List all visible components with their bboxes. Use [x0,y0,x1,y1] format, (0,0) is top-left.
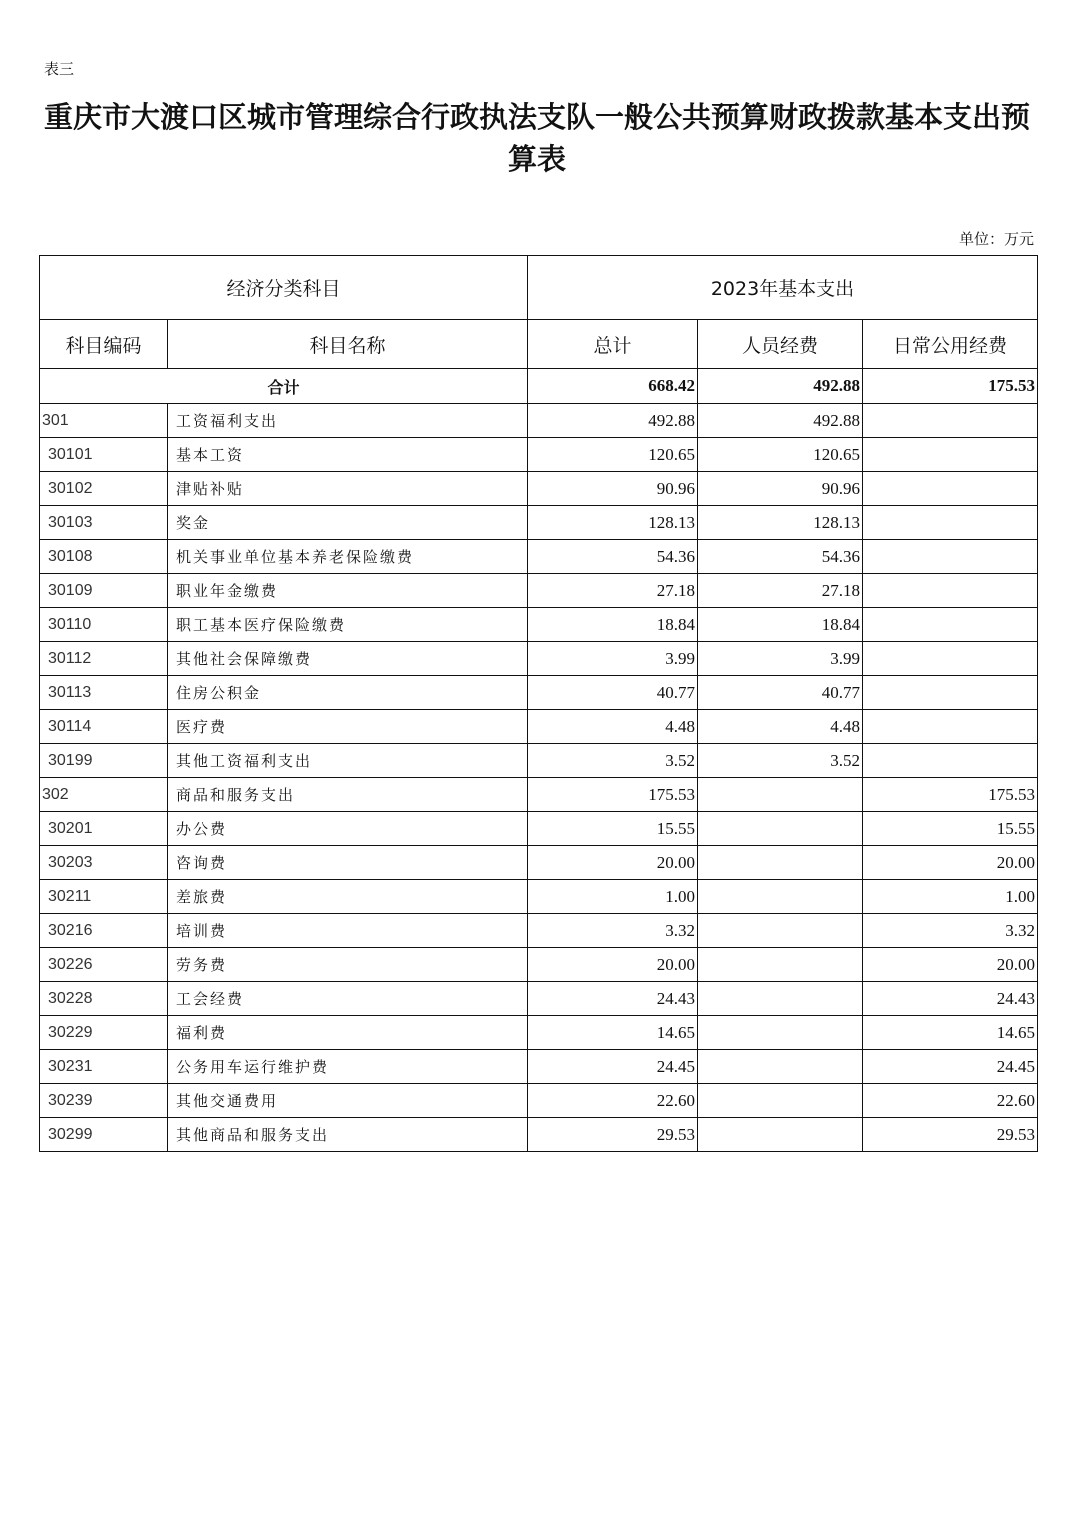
row-name: 津贴补贴 [168,472,528,506]
row-name: 福利费 [168,1016,528,1050]
row-personnel [698,1084,863,1118]
row-name: 基本工资 [168,438,528,472]
row-public [863,472,1038,506]
row-public: 15.55 [863,812,1038,846]
row-personnel: 90.96 [698,472,863,506]
row-name: 工会经费 [168,982,528,1016]
header-personnel: 人员经费 [698,320,863,369]
header-total: 总计 [528,320,698,369]
row-personnel [698,846,863,880]
table-row [40,880,1038,914]
page-title: 重庆市大渡口区城市管理综合行政执法支队一般公共预算财政拨款基本支出预算表 [43,100,1030,176]
row-code: 30113 [40,676,168,710]
row-total: 3.52 [528,744,698,778]
row-code: 30239 [40,1084,168,1118]
row-name: 工资福利支出 [168,404,528,438]
row-name: 其他工资福利支出 [168,744,528,778]
row-name: 办公费 [168,812,528,846]
row-code: 30231 [40,1050,168,1084]
row-code: 30110 [40,608,168,642]
row-total: 175.53 [528,778,698,812]
row-public [863,676,1038,710]
row-name: 差旅费 [168,880,528,914]
row-total: 90.96 [528,472,698,506]
row-personnel: 3.52 [698,744,863,778]
row-name: 奖金 [168,506,528,540]
header-row-group [40,256,1038,320]
table-number-label: 表三 [44,60,75,78]
row-code: 30216 [40,914,168,948]
row-name: 咨询费 [168,846,528,880]
row-personnel: 27.18 [698,574,863,608]
row-total: 29.53 [528,1118,698,1152]
row-public [863,438,1038,472]
row-personnel: 3.99 [698,642,863,676]
row-personnel: 54.36 [698,540,863,574]
row-public: 29.53 [863,1118,1038,1152]
row-code: 30114 [40,710,168,744]
row-code: 30101 [40,438,168,472]
row-personnel: 492.88 [698,404,863,438]
row-code: 30211 [40,880,168,914]
row-code: 30299 [40,1118,168,1152]
row-personnel [698,1050,863,1084]
table-row [40,778,1038,812]
row-public [863,642,1038,676]
row-personnel: 120.65 [698,438,863,472]
row-public [863,710,1038,744]
row-total: 492.88 [528,404,698,438]
row-code: 30226 [40,948,168,982]
header-row-columns [40,320,1038,369]
row-name: 培训费 [168,914,528,948]
header-name: 科目名称 [168,320,528,369]
row-name: 职工基本医疗保险缴费 [168,608,528,642]
row-personnel [698,812,863,846]
row-public: 1.00 [863,880,1038,914]
row-public [863,506,1038,540]
row-personnel [698,778,863,812]
row-personnel: 128.13 [698,506,863,540]
row-code: 30108 [40,540,168,574]
row-total: 40.77 [528,676,698,710]
row-name: 其他社会保障缴费 [168,642,528,676]
row-code: 30102 [40,472,168,506]
table-row [40,1050,1038,1084]
row-name: 住房公积金 [168,676,528,710]
row-public [863,540,1038,574]
row-code: 30229 [40,1016,168,1050]
row-code: 30109 [40,574,168,608]
row-public: 20.00 [863,948,1038,982]
row-code: 302 [40,778,168,812]
row-personnel [698,880,863,914]
row-public: 3.32 [863,914,1038,948]
row-total: 3.99 [528,642,698,676]
row-code: 30199 [40,744,168,778]
row-name: 职业年金缴费 [168,574,528,608]
row-personnel [698,914,863,948]
row-personnel [698,1016,863,1050]
table-row [40,1016,1038,1050]
row-public: 175.53 [863,778,1038,812]
header-code: 科目编码 [40,320,168,369]
row-public: 24.43 [863,982,1038,1016]
row-name: 其他商品和服务支出 [168,1118,528,1152]
row-public [863,608,1038,642]
row-total: 128.13 [528,506,698,540]
total-total: 668.42 [528,369,698,404]
row-total: 1.00 [528,880,698,914]
row-name: 其他交通费用 [168,1084,528,1118]
unit-label: 单位：万元 [958,230,1034,248]
row-total: 14.65 [528,1016,698,1050]
table-row [40,812,1038,846]
row-personnel [698,1118,863,1152]
table-row [40,642,1038,676]
header-basic-expenditure: 2023年基本支出 [528,256,1038,320]
row-public: 22.60 [863,1084,1038,1118]
row-public [863,744,1038,778]
table-row [40,506,1038,540]
table-row [40,676,1038,710]
table-row [40,574,1038,608]
row-public: 20.00 [863,846,1038,880]
table-row [40,744,1038,778]
budget-table [39,255,1038,1152]
table-row [40,1118,1038,1152]
row-total: 24.45 [528,1050,698,1084]
row-public [863,574,1038,608]
row-public: 24.45 [863,1050,1038,1084]
row-code: 30112 [40,642,168,676]
table-row [40,846,1038,880]
row-code: 30228 [40,982,168,1016]
total-label: 合计 [40,369,528,404]
table-row [40,914,1038,948]
row-personnel [698,948,863,982]
row-code: 301 [40,404,168,438]
row-total: 3.32 [528,914,698,948]
row-personnel: 18.84 [698,608,863,642]
row-total: 15.55 [528,812,698,846]
row-total: 54.36 [528,540,698,574]
total-row [40,369,1038,404]
row-personnel: 4.48 [698,710,863,744]
row-personnel: 40.77 [698,676,863,710]
table-row [40,472,1038,506]
table-row [40,608,1038,642]
row-name: 商品和服务支出 [168,778,528,812]
header-economic-classification: 经济分类科目 [40,256,528,320]
row-code: 30201 [40,812,168,846]
row-name: 医疗费 [168,710,528,744]
row-total: 22.60 [528,1084,698,1118]
table-row [40,710,1038,744]
table-row [40,1084,1038,1118]
table-row [40,404,1038,438]
row-public [863,404,1038,438]
row-personnel [698,982,863,1016]
table-row [40,982,1038,1016]
row-total: 120.65 [528,438,698,472]
row-total: 27.18 [528,574,698,608]
row-total: 20.00 [528,846,698,880]
row-name: 劳务费 [168,948,528,982]
row-name: 机关事业单位基本养老保险缴费 [168,540,528,574]
row-total: 4.48 [528,710,698,744]
total-public: 175.53 [863,369,1038,404]
row-total: 24.43 [528,982,698,1016]
row-total: 20.00 [528,948,698,982]
table-row [40,948,1038,982]
row-total: 18.84 [528,608,698,642]
table-row [40,540,1038,574]
row-name: 公务用车运行维护费 [168,1050,528,1084]
row-code: 30103 [40,506,168,540]
total-personnel: 492.88 [698,369,863,404]
header-public: 日常公用经费 [863,320,1038,369]
table-row [40,438,1038,472]
row-code: 30203 [40,846,168,880]
row-public: 14.65 [863,1016,1038,1050]
